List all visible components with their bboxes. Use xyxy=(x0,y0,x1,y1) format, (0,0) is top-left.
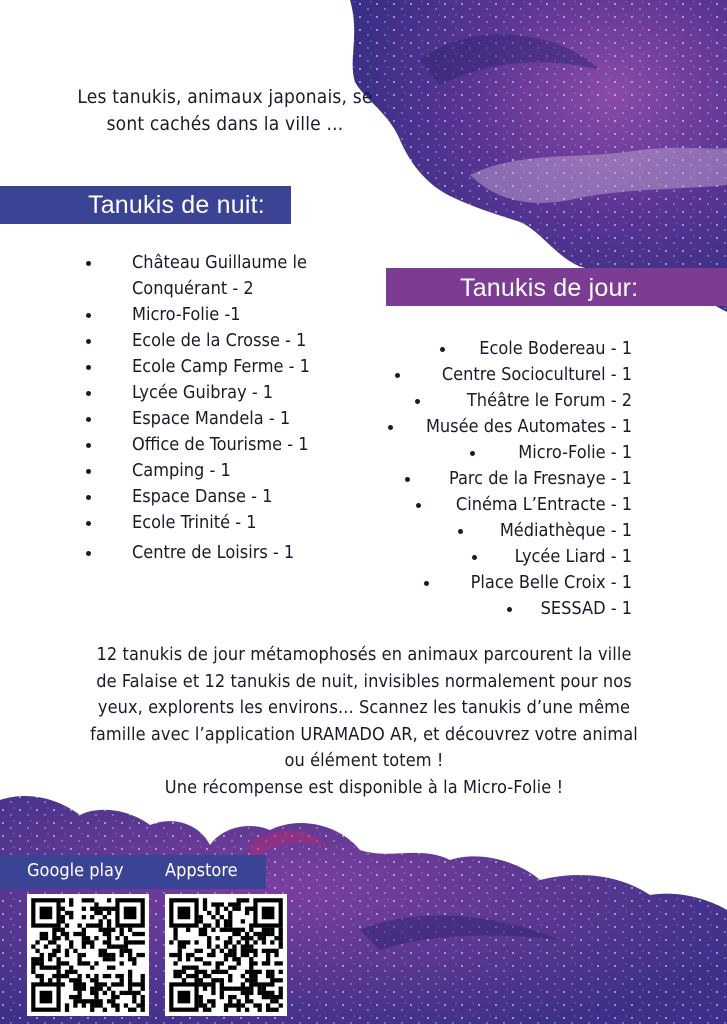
list-item: Camping - 1 xyxy=(82,458,382,484)
bullet-icon xyxy=(86,339,91,344)
list-item: Lycée Liard - 1 xyxy=(380,544,632,570)
list-item: Lycée Guibray - 1 xyxy=(82,380,382,406)
paragraph-line: yeux, explorents les environs... Scannez les tanukis d’une même xyxy=(97,697,631,718)
bullet-icon xyxy=(416,503,421,508)
appstore-label: Appstore xyxy=(165,860,238,881)
bullet-icon xyxy=(507,607,512,612)
list-item: Château Guillaume le Conquérant - 2 xyxy=(82,250,382,302)
list-item: Ecole Bodereau - 1 xyxy=(380,336,632,362)
night-heading: Tanukis de nuit: xyxy=(88,191,265,219)
reward-line: Une récompense est disponible à la Micro-Folie ! xyxy=(164,776,564,798)
bullet-icon xyxy=(470,451,475,456)
list-item: Théâtre le Forum - 2 xyxy=(380,388,632,414)
bullet-icon xyxy=(458,529,463,534)
bullet-icon xyxy=(86,469,91,474)
bullet-icon xyxy=(86,521,91,526)
list-item: Centre Socioculturel - 1 xyxy=(380,362,632,388)
bullet-icon xyxy=(472,555,477,560)
bullet-icon xyxy=(86,551,91,556)
bullet-icon xyxy=(86,365,91,370)
list-item: Ecole Trinité - 1 xyxy=(82,510,382,536)
top-cloud xyxy=(350,0,727,312)
bullet-icon xyxy=(415,399,420,404)
list-item: Micro-Folie - 1 xyxy=(380,440,632,466)
bullet-icon xyxy=(405,477,410,482)
bullet-icon xyxy=(440,347,445,352)
list-item: Ecole Camp Ferme - 1 xyxy=(82,354,382,380)
list-item: Centre de Loisirs - 1 xyxy=(82,540,382,566)
google-play-qr-code[interactable] xyxy=(27,894,149,1016)
night-list xyxy=(82,250,382,566)
list-item: Espace Danse - 1 xyxy=(82,484,382,510)
paragraph-line: de Falaise et 12 tanukis de nuit, invisibles normalement pour nos xyxy=(96,670,632,692)
paragraph-line: 12 tanukis de jour métamophosés en animaux parcourent la ville xyxy=(96,644,632,665)
night-heading-band xyxy=(0,186,291,224)
bullet-icon xyxy=(86,417,91,422)
list-item: Médiathèque - 1 xyxy=(380,518,632,544)
bullet-icon xyxy=(86,313,91,318)
bullet-icon xyxy=(395,373,400,378)
paragraph-line: famille avec l’application URAMADO AR, et découvrez votre animal xyxy=(90,723,638,745)
list-item: Place Belle Croix - 1 xyxy=(380,570,632,596)
list-item: SESSAD - 1 xyxy=(380,596,632,622)
list-item: Ecole de la Crosse - 1 xyxy=(82,328,382,354)
paragraph-line: ou élément totem ! xyxy=(284,750,444,771)
qr-code-icon xyxy=(27,894,149,1016)
description-paragraph xyxy=(60,642,668,801)
bullet-icon xyxy=(388,425,393,430)
list-item: Parc de la Fresnaye - 1 xyxy=(380,466,632,492)
list-item: Cinéma L’Entracte - 1 xyxy=(380,492,632,518)
bullet-icon xyxy=(86,391,91,396)
bullet-icon xyxy=(86,495,91,500)
appstore-qr-code[interactable] xyxy=(165,894,287,1016)
qr-code-icon xyxy=(165,894,287,1016)
bullet-icon xyxy=(86,443,91,448)
bullet-icon xyxy=(424,581,429,586)
google-play-label: Google play xyxy=(27,860,124,881)
intro-text: Les tanukis, animaux japonais, se sont cachés dans la ville ... xyxy=(77,86,373,135)
bullet-icon xyxy=(86,261,91,266)
list-item: Espace Mandela - 1 xyxy=(82,406,382,432)
list-item: Musée des Automates - 1 xyxy=(380,414,632,440)
day-heading: Tanukis de jour: xyxy=(460,274,639,302)
day-heading-band xyxy=(386,268,727,306)
list-item: Micro-Folie -1 xyxy=(82,302,382,328)
list-item: Office de Tourisme - 1 xyxy=(82,432,382,458)
day-list xyxy=(380,336,632,622)
